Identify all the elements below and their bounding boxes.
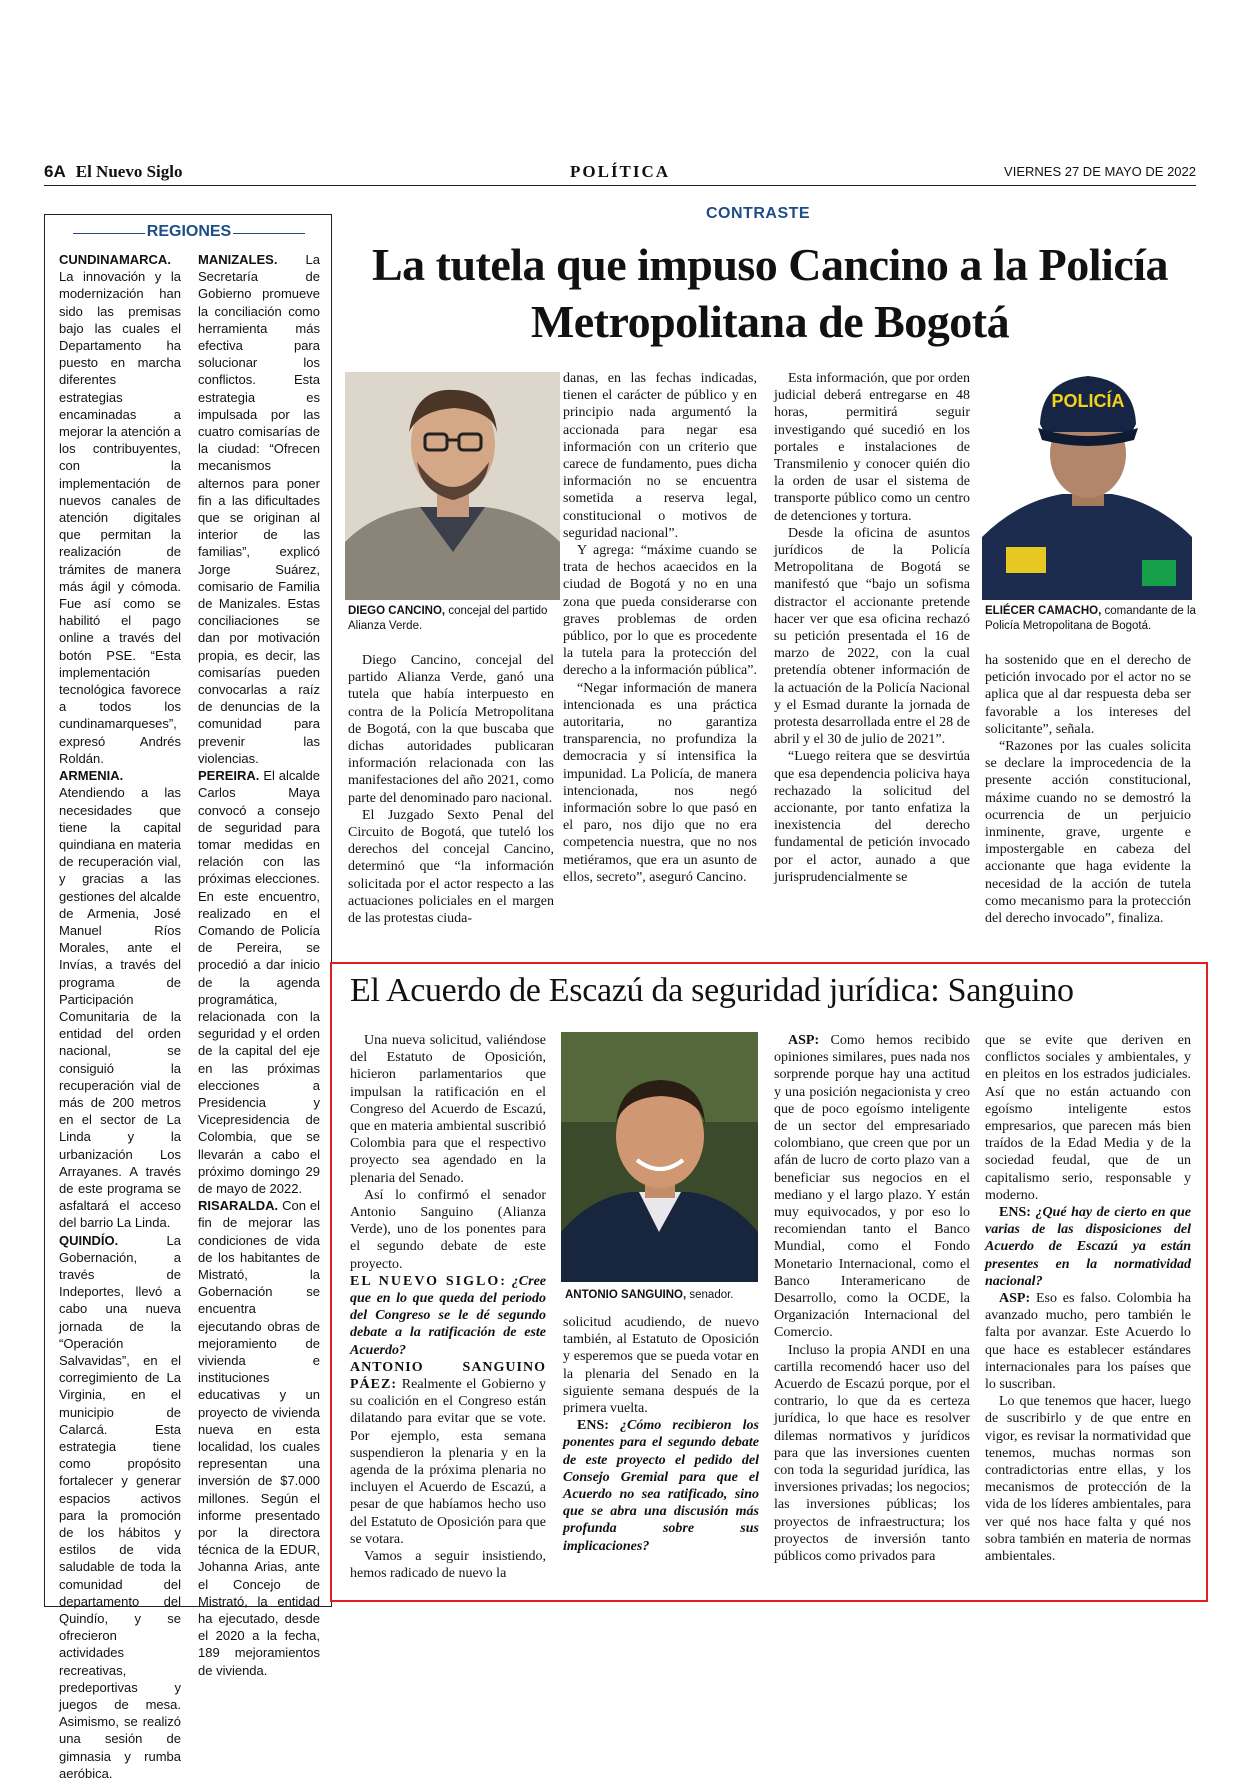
page-header (44, 162, 1196, 184)
photo-antonio-sanguino (561, 1032, 758, 1282)
caption-eliecer-camacho: ELIÉCER CAMACHO, comandante de la Policía Metropolitana de Bogotá. (985, 605, 1196, 632)
article1-column-c: Esta información, que por orden judicial deberá entregarse en 48 horas, permitirá seguir investigando qué sucedió en los portales e instalaciones de Transmilenio y conocer quién dio la orden de usar el sistema de transporte público como un centro de detenciones y tortura. Desde la oficina de asuntos jurídicos de la Policía Metropolitana de Bogotá se manifestó que “bajo un sofisma distractor el accionante pretende hacer ver que esa oficina rechazó su petición presentada el 16 de marzo de 2022, con la cual pretendía obtener información de la actuación de la Policía Nacional y el Esmad durante la jornada de protesta desarrollada entre el 28 de abril y el 30 de julio de 2021”. “Luego reitera que se desvirtúa que esa dependencia policiva haya rechazado la solicitud del accionante, por tanto enfatiza la inexistencia del derecho fundamental de petición invocado por el actor, aunado a que jurisprudencialmente se (774, 371, 970, 885)
article2-column-4: que se evite que deriven en conflictos sociales y ambientales, y en pleitos en los estrados judiciales. Así que no están actuando con egoísmo inteligente estos empresarios, que parecen más bien traídos de la Edad Media y de la sociedad feudal, que de un capitalismo serio, responsable y moderno. ENS: ¿Qué hay de cierto en que varias de las disposiciones del Acuerdo de Escazú ya están presentes en la normatividad nacional? ASP: Eso es falso. Colombia ha avanzado mucho, pero también le falta por avanzar. Este Acuerdo lo que hace es establecer estándares internacionales para los países que lo suscriban. Lo que tenemos que hacer, luego de suscribirlo y de que entre en vigor, es revisar la normatividad que tenemos, muchas normas son contradictorias entre ellas, y los mecanismos de protección de la vida de los líderes ambientales, para ver qué nos hace falta y qué nos sobra también en materia de normas ambientales. (985, 1033, 1192, 1565)
article1-column-d: ha sostenido que en el derecho de petición invocado por el actor no se aplica que al dar respuesta deba ser favorable a los intereses del solicitante”, señala. “Razones por las cuales solicita se declare la improcedencia de la presente acción constitucional, máxime cuando no se demostró la ocurrencia de un perjuicio inminente, grave, urgente e impostergable en cabeza del accionante que haga evidente la necesidad de la acción de tutela como mecanismo para la protección del derecho invocado”, finaliza. (985, 653, 1191, 927)
portrait-illustration (982, 362, 1192, 600)
regiones-column-2: MANIZALES. La Secretaría de Gobierno promueve la conciliación como herramienta más efectiva para solucionar los conflictos. Esta estrategia es impulsada por las cuatro comisarías de la ciudad: “Ofrecen mecanismos alternos para poner fin a las dificultades que se originan al interior de las familias”, explicó Jorge Suárez, comisario de Familia de Manizales. Estas conciliaciones se dan por motivación propia, es decir, las comisarías pueden convocarlas a raíz de denuncias de la comunidad para prevenir las violencias. PEREIRA. El alcalde Carlos Maya convocó a consejo de seguridad para tomar medidas en relación con las próximas elecciones. En este encuentro, realizado en el Comando de Policía de Pereira, se procedió a dar inicio de la agenda programática, relacionada con la seguridad y el orden de la capital del eje en las próximas elecciones a Presidencia y Vicepresidencia de Colombia, que se llevarán a cabo el próximo domingo 29 de mayo de 2022. RISARALDA. Con el fin de mejorar las condiciones de vida de los habitantes de Mistrató, la Gobernación se encuentra ejecutando obras de mejoramiento de vivienda e instituciones educativas y un proyecto de vivienda nueva en esta localidad, los cuales representan una inversión de $7.000 millones. Según el informe presentado por la directora técnica de la EDUR, Johanna Arias, ante el Concejo de Mistrató, la entidad ha ejecutado, desde el 2020 a la fecha, 189 mejoramientos de vivienda. (198, 252, 320, 1678)
photo-diego-cancino (345, 372, 560, 600)
portrait-illustration (345, 372, 560, 600)
caption-antonio-sanguino: ANTONIO SANGUINO, senador. (565, 1289, 734, 1301)
section-name: POLÍTICA (570, 162, 671, 181)
article2-headline: El Acuerdo de Escazú da seguridad jurídica: Sanguino (350, 972, 1074, 1009)
regiones-column-1: CUNDINAMARCA. La innovación y la modernización han sido las premisas bajo las cuales el Departamento ha puesto en marcha diferentes estrategias encaminadas a mejorar la atención a los contribuyentes, con la implementación de nuevos canales de atención digitales que permitan la realización de trámites de manera más ágil y cómoda. Fue así como se habilitó el pago online a través del botón PSE. “Esta implementación tecnológica favorece a todos los cundinamarqueses”, expresó Andrés Roldán. ARMENIA. Atendiendo a las necesidades que tiene la capital quindiana en materia de recuperación vial, y gracias a las gestiones del alcalde de Armenia, José Manuel Ríos Morales, ante el Invías, a través del programa de Participación Comunitaria de la entidad del orden nacional, se consiguió la recuperación vial de más de 200 metros en el sector de La Linda y la urbanización Los Arrayanes. A través de este programa se asfaltará el acceso del barrio La Linda. QUINDÍO. La Gobernación, a través de Indeportes, llevó a cabo una nueva jornada de la “Operación Salvavidas”, en el corregimiento de La Virginia, en el municipio de Calarcá. Esta estrategia tiene como propósito fortalecer y generar espacios activos para la promoción de los hábitos y estilos de vida saludable de toda la comunidad del departamento del Quindío, y se ofrecieron actividades recreativas, predeportivas y juegos de mesa. Asimismo, se realizó una sesión de gimnasia y rumba aeróbica. (59, 252, 181, 1781)
article1-column-a: Diego Cancino, concejal del partido Alianza Verde, ganó una tutela que había interpuesto en contra de la Policía Metropolitana de Bogotá, con la que buscaba que dichas autoridades publicaran información relacionada con las manifestaciones del año 2021, como parte del denominado paro nacional. El Juzgado Sexto Penal del Circuito de Bogotá, que tuteló los derechos del concejal Cancino, determinó que “la información solicitada por el actor respecto a las actuaciones policiales en el margen de las protestas ciuda- (348, 653, 554, 927)
regiones-box (44, 214, 332, 1781)
article-kicker: CONTRASTE (706, 205, 811, 222)
article2-column-1: Una nueva solicitud, valiéndose del Estatuto de Oposición, hicieron parlamentarios que impulsan la ratificación en el Congreso del Acuerdo de Escazú, que en materia ambiental suscribió Colombia para que el respectivo proyecto sea agendado en la plenaria del Senado. Así lo confirmó el senador Antonio Sanguino (Alianza Verde), uno de los ponentes para el segundo debate de este proyecto. EL NUEVO SIGLO: ¿Cree que en lo que queda del periodo del Congreso se le dé segundo debate a la ratificación de este Acuerdo? ANTONIO SANGUINO PÁEZ: Realmente el Gobierno y su coalición en el Congreso están dilatando para evitar que se vote. Por ejemplo, esta semana suspendieron la plenaria y en la agenda de la próxima plenaria no incluyen el Acuerdo de Escazú, a pesar de que habíamos hecho uso del Estatuto de Oposición para que se votara. Vamos a seguir insistiendo, hemos radicado de nuevo la (350, 1033, 546, 1582)
newspaper-name: El Nuevo Siglo (75, 162, 183, 181)
regiones-title: REGIONES (45, 223, 333, 241)
header-brand (44, 162, 182, 182)
article2-column-3: ASP: Como hemos recibido opiniones similares, pues nada nos sorprende porque hay una actitud y una posición negacionista y creo que de poco egoísmo inteligente de un sector del empresariado colombiano, que creen que por un afán de lucro de corto plazo van a beneficiar sus negocios en el mediano y el largo plazo. Y están muy equivocados, y por eso lo recomiendan tanto el Banco Mundial, como el Fondo Monetario Internacional, como el Banco Interamericano de Desarrollo, como la OCDE, la Organización Internacional del Comercio. Incluso la propia ANDI en una cartilla recomendó hacer uso del Acuerdo de Escazú porque, por el contrario, lo que da es certeza jurídica, lo que hace es resolver dilemas normativos y jurídicos para que las inversiones cuenten con toda la seguridad jurídica, las inversiones privadas; los negocios; las inversiones públicas; los proyectos de infraestructura; los proyectos de inversión tanto públicos como privados para (774, 1033, 970, 1565)
portrait-illustration (561, 1032, 758, 1282)
cap-badge-text: POLICÍA (1051, 391, 1125, 411)
article1-column-b: danas, en las fechas indicadas, tienen el carácter de público y en principio nada argumentó la accionada para negar esa información con un criterio que carece de fundamento, pues dicha información no se encuentra sometida a reserva legal, constitucional o motivos de seguridad nacional”. Y agrega: “máxime cuando se trata de hechos acaecidos en la ciudad de Bogotá y no en una zona que pueda considerarse con graves problemas de orden público, por lo que es procedente la tutela para la protección del derecho a la información pública”. “Negar información de manera intencionada es una práctica autoritaria, no garantiza transparencia, no profundiza la democracia y sí intensifica la impunidad. La Policía, de manera intencionada, nos negó información sobre lo que pasó en el paro, nos dijo que no era competencia nuestra, que no nos metiéramos, que era un asunto de ellos, secreto”, aseguró Cancino. (563, 371, 757, 885)
caption-diego-cancino: DIEGO CANCINO, concejal del partido Alianza Verde. (348, 605, 548, 632)
article2-column-2: solicitud acudiendo, de nuevo también, al Estatuto de Oposición y esperemos que se pueda votar en la plenaria del Senado en la siguiente semana después de la primera vuelta. ENS: ¿Cómo recibieron los ponentes para el segundo debate de este proyecto el pedido del Consejo Gremial para que el Acuerdo no sea ratificado, sino que se abra una discusión más profunda sobre sus implicaciones? (563, 1315, 759, 1554)
header-rule (44, 185, 1196, 186)
article-headline: La tutela que impuso Cancino a la Policía Metropolitana de Bogotá (371, 239, 1169, 347)
page-number: 6A (44, 162, 66, 181)
photo-eliecer-camacho (982, 362, 1192, 600)
issue-date: VIERNES 27 DE MAYO DE 2022 (1004, 164, 1196, 179)
